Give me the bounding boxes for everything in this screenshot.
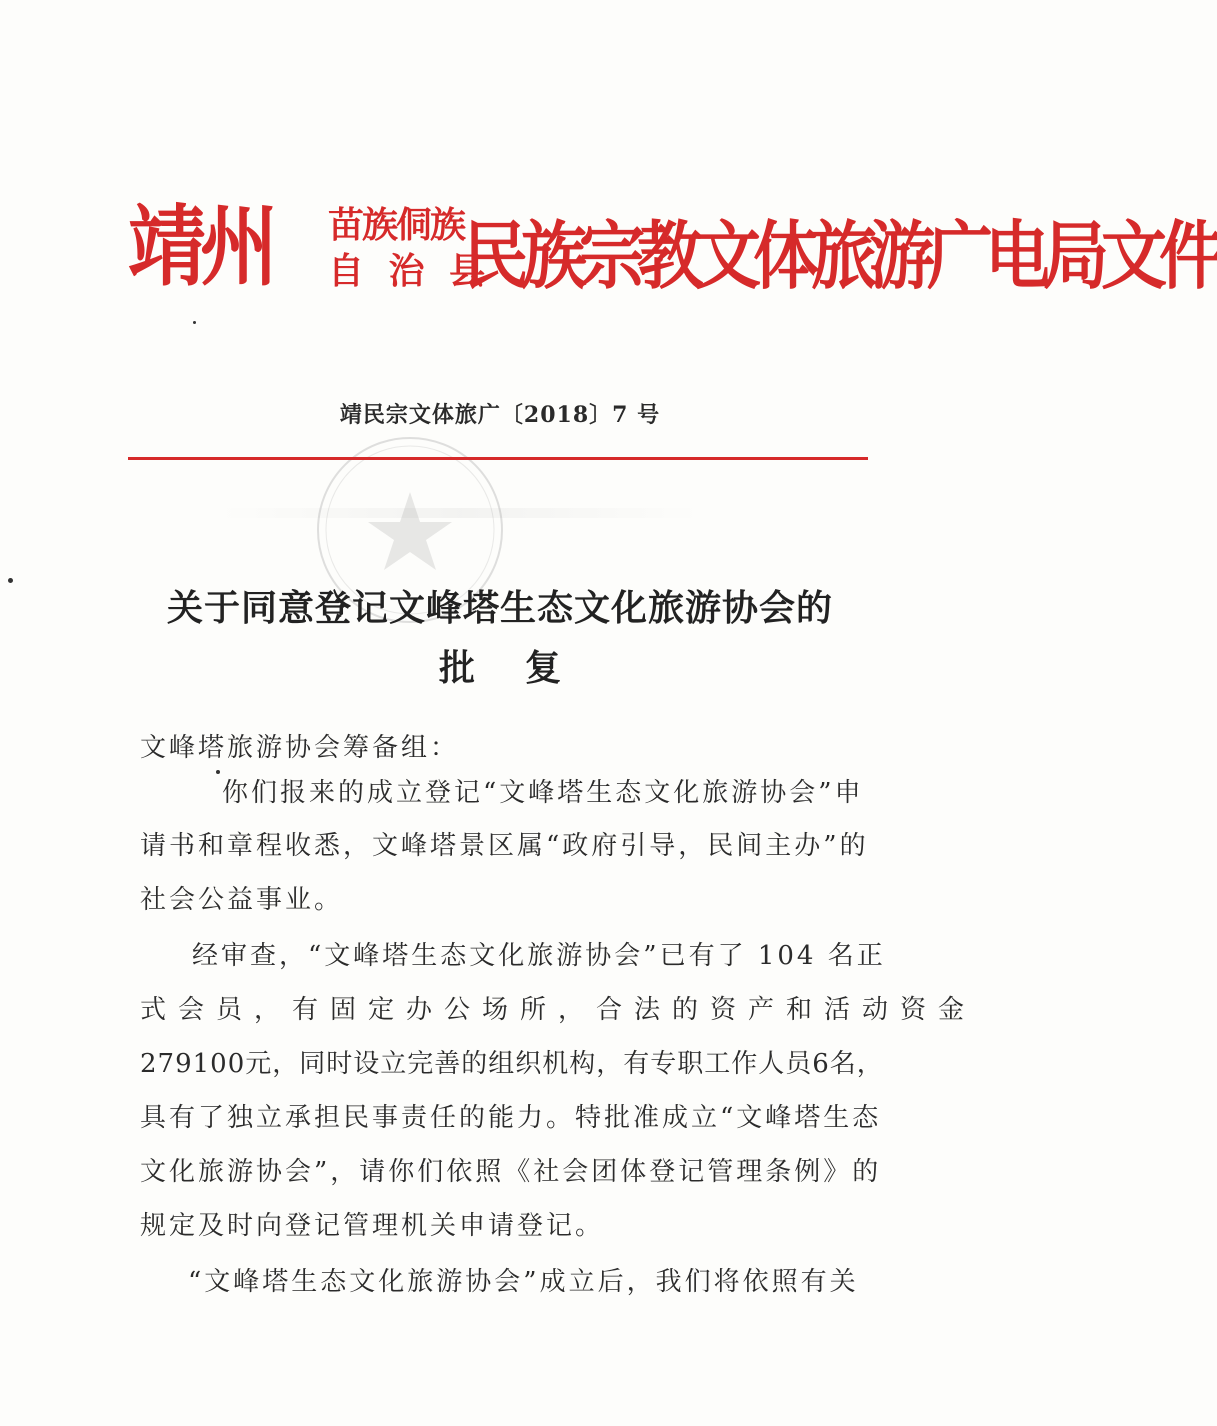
header-stack-line1: 苗族侗族: [328, 204, 465, 246]
header-bureau-name: 民族宗教文体旅游广电局文件: [463, 212, 1217, 300]
document-title-line2: 批复: [438, 647, 611, 689]
scan-speck: [216, 770, 220, 774]
salutation: 文峰塔旅游协会筹备组：: [140, 733, 460, 763]
bleed-through-shadow: [220, 508, 700, 518]
body-line: 经审查，“文峰塔生态文化旅游协会”已有了 104 名正: [192, 941, 886, 971]
body-line: 279100元，同时设立完善的组织机构，有专职工作人员6名，: [140, 1049, 884, 1079]
body-line: 社会公益事业。: [140, 885, 344, 915]
body-line: 请书和章程收悉，文峰塔景区属“政府引导，民间主办”的: [140, 831, 869, 861]
document-header: [128, 188, 1217, 300]
header-red-rule: [128, 457, 868, 460]
header-stack-line2: 自 治 县: [328, 250, 492, 292]
body-line: 你们报来的成立登记“文峰塔生态文化旅游协会”申: [222, 778, 864, 808]
body-line: 规定及时向登记管理机关申请登记。: [140, 1211, 605, 1241]
scan-speck: [8, 578, 13, 583]
body-line: 具有了独立承担民事责任的能力。特批准成立“文峰塔生态: [140, 1103, 882, 1133]
document-title-line1: 关于同意登记文峰塔生态文化旅游协会的: [166, 587, 833, 629]
body-line: 文化旅游协会”，请你们依照《社会团体登记管理条例》的: [140, 1157, 882, 1187]
body-line: “文峰塔生态文化旅游协会”成立后，我们将依照有关: [188, 1267, 859, 1297]
scan-speck: [193, 321, 196, 324]
header-autonomous-label: [328, 202, 492, 294]
document-number: 靖民宗文体旅广〔2018〕7 号: [339, 402, 661, 428]
body-line: 式会员，有固定办公场所，合法的资产和活动资金: [140, 995, 977, 1025]
header-county-name: 靖州: [128, 196, 273, 299]
